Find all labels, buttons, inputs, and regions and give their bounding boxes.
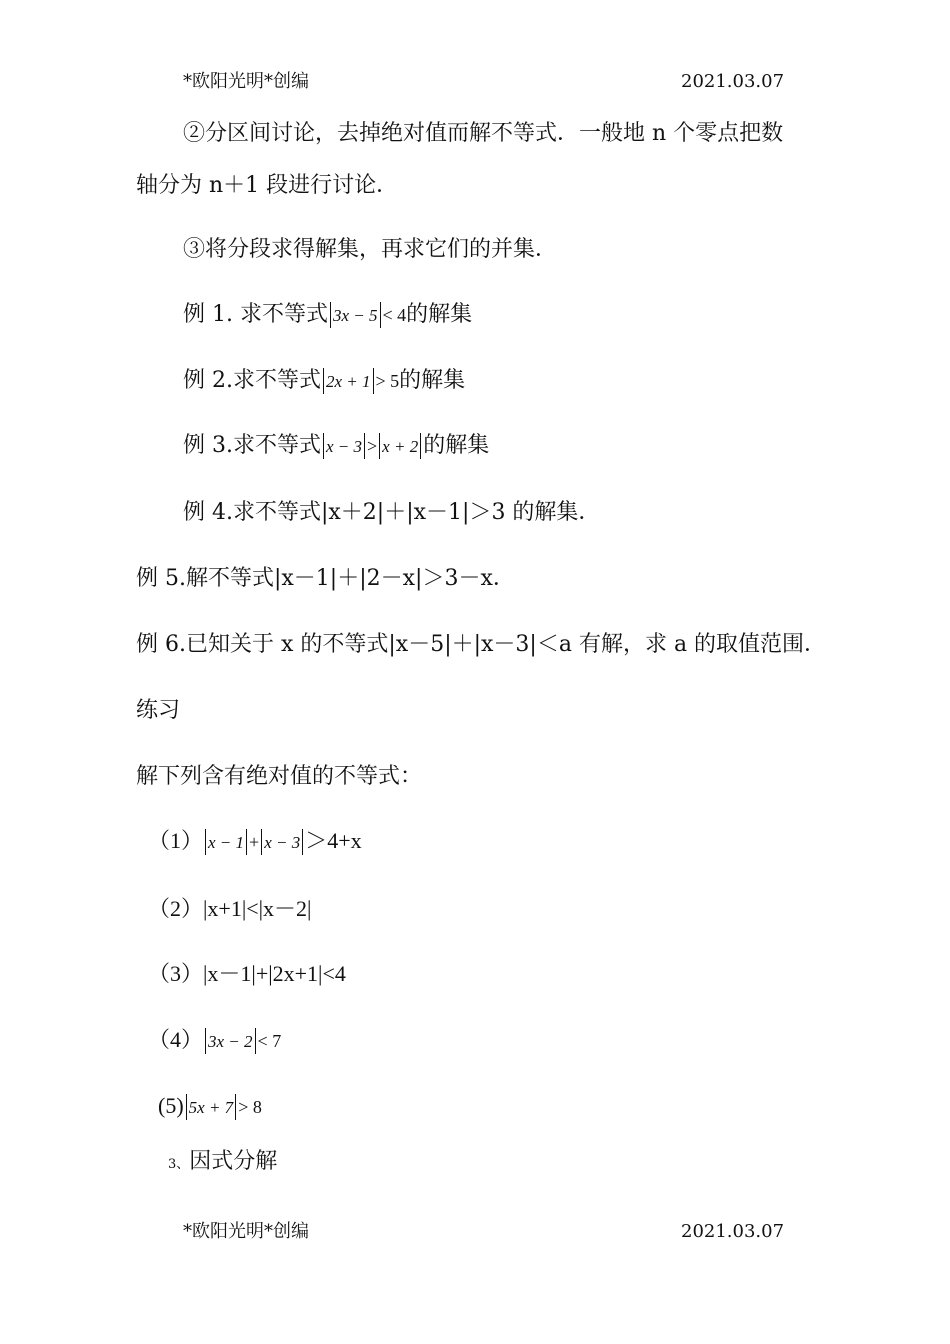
paragraph-3: ③将分段求得解集，再求它们的并集． xyxy=(183,237,558,262)
practice-title: 练习 xyxy=(136,698,181,723)
header-date: 2021.03.07 xyxy=(681,71,785,92)
problem-2-label: （2） xyxy=(148,896,204,921)
problem-5-relation: > 8 xyxy=(238,1097,262,1117)
abs-bar-left xyxy=(205,829,206,855)
abs-bar-left xyxy=(186,1094,187,1120)
example-3-expression-b: x + 2 xyxy=(382,437,419,456)
example-5: 例 5.解不等式|x－1|＋|2－x|＞3－x． xyxy=(136,566,515,591)
problem-5 xyxy=(158,1092,262,1122)
abs-bar-right xyxy=(364,433,365,459)
paragraph-2-line-2: 轴分为 n＋1 段进行讨论． xyxy=(136,173,399,198)
problem-3-expression: |x－1|+|2x+1|<4 xyxy=(203,961,346,986)
example-3-expression-a: x − 3 xyxy=(325,437,363,456)
example-2-expression: 2x + 1 xyxy=(325,372,371,391)
example-1 xyxy=(183,301,472,330)
abs-bar-right xyxy=(420,433,421,459)
problem-1-plus: + xyxy=(249,832,260,852)
example-3-suffix: 的解集 xyxy=(423,433,490,458)
example-1-prefix: 例 1. 求不等式 xyxy=(183,302,328,327)
problem-1-rest: ＞4+x xyxy=(305,828,362,853)
abs-bar-left xyxy=(323,433,324,459)
example-2-prefix: 例 2.求不等式 xyxy=(183,368,321,393)
problem-4 xyxy=(148,1026,281,1056)
problem-3 xyxy=(148,960,346,988)
abs-bar-right xyxy=(302,829,303,855)
abs-bar-left xyxy=(205,1028,206,1054)
abs-bar-right xyxy=(380,302,381,328)
abs-bar-left xyxy=(323,368,324,394)
abs-bar-right xyxy=(255,1028,256,1054)
problem-1-expression-b: x − 3 xyxy=(264,833,301,852)
example-2 xyxy=(183,367,465,396)
problem-2-expression: |x+1|<|x－2| xyxy=(203,896,312,921)
practice-intro: 解下列含有绝对值的不等式： xyxy=(136,764,423,789)
problem-4-expression: 3x − 2 xyxy=(208,1032,253,1051)
example-3 xyxy=(183,432,489,461)
example-3-relation: > xyxy=(367,436,378,456)
abs-bar-right xyxy=(373,368,374,394)
footer-author: *欧阳光明*创编 xyxy=(183,1221,309,1242)
section-heading xyxy=(168,1148,277,1179)
abs-bar-right xyxy=(246,829,247,855)
example-4: 例 4.求不等式|x＋2|＋|x－1|＞3 的解集． xyxy=(183,500,601,525)
abs-bar-right xyxy=(235,1094,236,1120)
footer-date: 2021.03.07 xyxy=(681,1221,785,1242)
problem-5-expression: 5x + 7 xyxy=(188,1098,234,1117)
abs-bar-left xyxy=(261,829,262,855)
problem-5-label: (5) xyxy=(158,1093,184,1118)
header-author: *欧阳光明*创编 xyxy=(183,71,309,92)
problem-1-expression-a: x − 1 xyxy=(208,833,245,852)
abs-bar-left xyxy=(330,302,331,328)
problem-1 xyxy=(148,827,362,857)
paragraph-2-line-1: ②分区间讨论，去掉绝对值而解不等式．一般地 n 个零点把数 xyxy=(183,121,784,146)
example-1-expression: 3x − 5 xyxy=(332,306,378,325)
problem-1-label: （1） xyxy=(148,828,204,853)
example-1-suffix: 的解集 xyxy=(406,302,473,327)
example-2-relation: > 5 xyxy=(375,371,400,391)
problem-4-relation: < 7 xyxy=(257,1031,282,1051)
section-title: 因式分解 xyxy=(189,1149,278,1174)
example-1-relation: < 4 xyxy=(382,305,407,325)
problem-2 xyxy=(148,895,311,923)
example-2-suffix: 的解集 xyxy=(399,368,466,393)
section-number: 3、 xyxy=(168,1157,190,1172)
example-3-prefix: 例 3.求不等式 xyxy=(183,433,321,458)
problem-4-label: （4） xyxy=(148,1027,204,1052)
problem-3-label: （3） xyxy=(148,961,204,986)
example-6: 例 6.已知关于 x 的不等式|x－5|＋|x－3|＜a 有解，求 a 的取值范围． xyxy=(136,632,827,657)
abs-bar-left xyxy=(379,433,380,459)
